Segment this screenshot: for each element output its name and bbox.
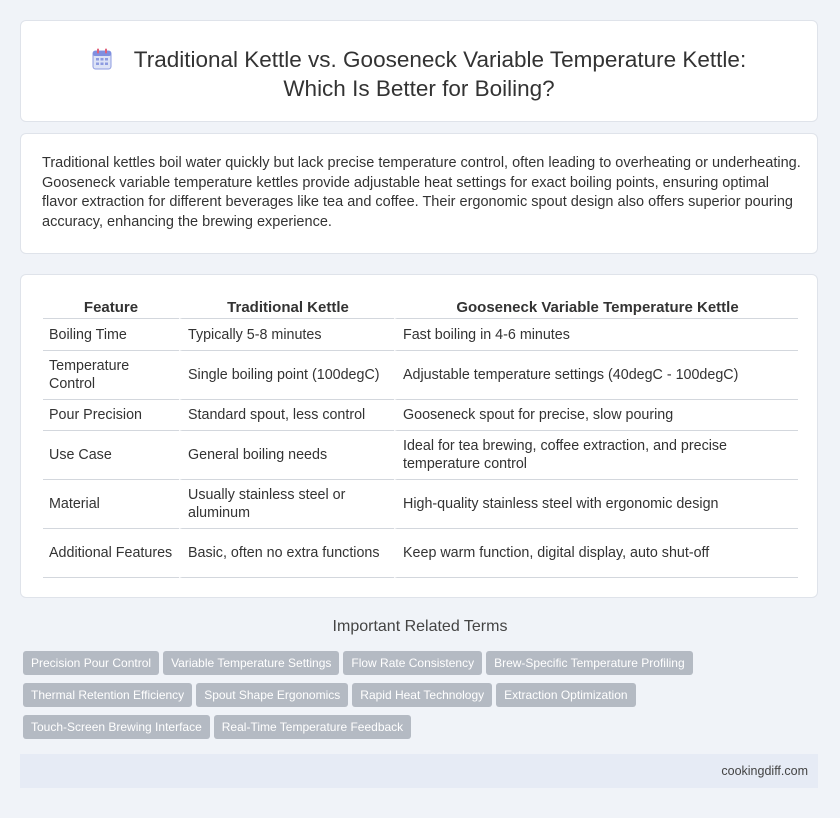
page-title <box>21 45 817 103</box>
related-terms-list <box>23 651 723 747</box>
table-row <box>43 319 798 351</box>
header-gooseneck: Gooseneck Variable Temperature Kettle <box>394 295 798 319</box>
related-term-tag[interactable]: Spout Shape Ergonomics <box>196 683 348 707</box>
related-term-tag[interactable]: Variable Temperature Settings <box>163 651 339 675</box>
title-card <box>20 20 818 122</box>
cell-gooseneck: Adjustable temperature settings (40degC - 100degC) <box>394 351 798 400</box>
table-row <box>43 529 798 578</box>
cell-traditional: Basic, often no extra functions <box>179 529 394 578</box>
cell-feature: Boiling Time <box>43 319 179 351</box>
table-row <box>43 400 798 431</box>
cell-feature: Temperature Control <box>43 351 179 400</box>
cell-feature: Use Case <box>43 431 179 480</box>
cell-traditional: Single boiling point (100degC) <box>179 351 394 400</box>
related-term-tag[interactable]: Flow Rate Consistency <box>343 651 482 675</box>
footer-domain[interactable]: cookingdiff.com <box>721 764 808 778</box>
intro-card <box>20 133 818 254</box>
cell-gooseneck: Ideal for tea brewing, coffee extraction, and precise temperature control <box>394 431 798 480</box>
related-term-tag[interactable]: Brew-Specific Temperature Profiling <box>486 651 693 675</box>
cell-traditional: General boiling needs <box>179 431 394 480</box>
cell-feature: Additional Features <box>43 529 179 578</box>
related-term-tag[interactable]: Thermal Retention Efficiency <box>23 683 192 707</box>
cell-feature: Pour Precision <box>43 400 179 431</box>
table-row <box>43 351 798 400</box>
cell-gooseneck: Keep warm function, digital display, auto shut-off <box>394 529 798 578</box>
cell-gooseneck: High-quality stainless steel with ergonomic design <box>394 480 798 529</box>
title-line-2: Which Is Better for Boiling? <box>283 76 555 101</box>
cell-traditional: Usually stainless steel or aluminum <box>179 480 394 529</box>
cell-traditional: Standard spout, less control <box>179 400 394 431</box>
comparison-table-card <box>20 274 818 598</box>
related-term-tag[interactable]: Real-Time Temperature Feedback <box>214 715 411 739</box>
header-traditional: Traditional Kettle <box>179 295 394 319</box>
cell-traditional: Typically 5-8 minutes <box>179 319 394 351</box>
title-line-1: Traditional Kettle vs. Gooseneck Variable Temperature Kettle: <box>133 47 747 72</box>
cell-gooseneck: Fast boiling in 4-6 minutes <box>394 319 798 351</box>
intro-paragraph: Traditional kettles boil water quickly but lack precise temperature control, often leading to overheating or underheating. Gooseneck variable temperature kettles provide adjustable heat settings for exact boiling points, ensuring optimal flavor extraction for different beverages like tea and coffee. Their ergonomic spout design also offers superior pouring accuracy, enhancing the brewing experience. <box>42 155 801 230</box>
related-term-tag[interactable]: Extraction Optimization <box>496 683 635 707</box>
calendar-icon <box>92 48 112 70</box>
cell-feature: Material <box>43 480 179 529</box>
related-terms-heading: Important Related Terms <box>332 618 508 635</box>
table-row <box>43 431 798 480</box>
header-feature: Feature <box>43 295 179 319</box>
related-term-tag[interactable]: Precision Pour Control <box>23 651 159 675</box>
related-term-tag[interactable]: Touch-Screen Brewing Interface <box>23 715 210 739</box>
cell-gooseneck: Gooseneck spout for precise, slow pouring <box>394 400 798 431</box>
table-header-row <box>43 295 798 319</box>
table-row <box>43 480 798 529</box>
comparison-table <box>43 295 798 578</box>
footer <box>20 754 818 788</box>
related-term-tag[interactable]: Rapid Heat Technology <box>352 683 492 707</box>
